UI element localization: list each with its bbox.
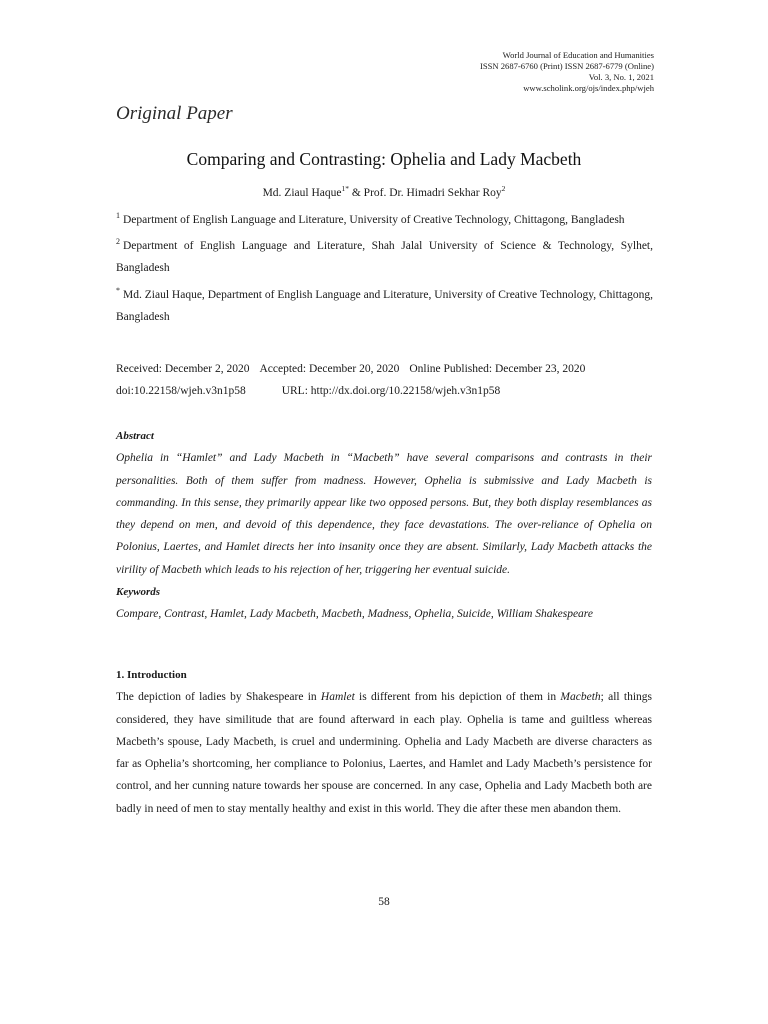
- keywords-heading: Keywords: [116, 586, 160, 599]
- intro-play-title: Macbeth: [560, 691, 601, 704]
- paper-title: Comparing and Contrasting: Ophelia and Lady Macbeth: [186, 149, 582, 169]
- received-date: Received: December 2, 2020: [116, 363, 250, 375]
- abstract-section: [116, 425, 652, 626]
- introduction-heading: 1. Introduction: [116, 669, 187, 681]
- intro-text-part: The depiction of ladies by Shakespeare in: [116, 691, 321, 704]
- journal-volume: Vol. 3, No. 1, 2021: [588, 72, 654, 82]
- journal-issn: ISSN 2687-6760 (Print) ISSN 2687-6779 (Online): [479, 61, 654, 71]
- affiliation-corresponding: [116, 280, 653, 328]
- affiliation-marker: *: [116, 285, 120, 295]
- published-date: Online Published: December 23, 2020: [409, 363, 586, 375]
- journal-name: World Journal of Education and Humanities: [502, 50, 654, 60]
- author-line: [0, 184, 768, 199]
- paper-type: Original Paper: [116, 103, 233, 124]
- intro-text-part: ; all things considered, they have similitude that are found afterward in each play. Ophelia is tame and guiltless whereas Macbeth’s spouse, Lady Macbeth, is cruel and undermining. Ophelia and Lady Macbeth are diverse characters as far as Ophelia’s shortcoming, her compliance to Polonius, Laertes, and Hamlet and Lady Macbeth’s persistence for control, and her cunning nature towards her spouse are concerned. In any case, Ophelia and Lady Macbeth both are badly in need of men to stay mentally healthy and exist in this world. They die after these men abandon them.: [116, 691, 652, 815]
- introduction-section: [116, 664, 652, 820]
- affiliation-1: [116, 205, 653, 231]
- affiliations: [116, 205, 653, 328]
- doi-line: [116, 380, 585, 402]
- affiliation-2: [116, 231, 653, 279]
- accepted-date: Accepted: December 20, 2020: [259, 363, 400, 375]
- author-1-marker: 1*: [341, 184, 349, 193]
- affiliation-marker: 2: [116, 237, 120, 247]
- affiliation-text: Department of English Language and Literature, University of Creative Technology, Chittagong, Bangladesh: [123, 213, 625, 226]
- affiliation-marker: 1: [116, 211, 120, 220]
- doi-text: doi:10.22158/wjeh.v3n1p58: [116, 385, 246, 397]
- abstract-heading: Abstract: [116, 430, 154, 442]
- intro-text-part: is different from his depiction of them in: [354, 691, 561, 704]
- journal-url: www.scholink.org/ojs/index.php/wjeh: [523, 83, 654, 93]
- abstract-text: Ophelia in “Hamlet” and Lady Macbeth in “Macbeth” have several comparisons and contrasts in their personalities. Both of them suffer from madness. However, Ophelia is submissive and Lady Macbeth is commanding. In this sense, they primarily appear like two opposed persons. But, they both display resemblances as they depend on men, and devoid of this dependence, they face devastations. The over-reliance of Ophelia on Polonius, Laertes, and Hamlet directs her into insanity once they are absent. Similarly, Lady Macbeth attacks the virility of Macbeth which leads to his rejection of her, triggering her eventual suicide.: [116, 452, 652, 576]
- journal-header: [480, 50, 654, 94]
- intro-play-title: Hamlet: [320, 691, 355, 704]
- page-number: 58: [378, 896, 390, 908]
- affiliation-text: Md. Ziaul Haque, Department of English Language and Literature, University of Creative Technology, Chittagong, Bangladesh: [116, 288, 653, 323]
- author-2-marker: 2: [501, 184, 506, 193]
- dates-line: [116, 358, 585, 380]
- doi-url-link[interactable]: URL: http://dx.doi.org/10.22158/wjeh.v3n1p58: [281, 385, 501, 397]
- introduction-text: [116, 686, 652, 820]
- author-1: Md. Ziaul Haque: [262, 186, 342, 199]
- publication-dates: [116, 358, 585, 402]
- keywords-text: Compare, Contrast, Hamlet, Lady Macbeth, Macbeth, Madness, Ophelia, Suicide, William Shakespeare: [116, 608, 593, 621]
- author-separator: &: [348, 186, 364, 199]
- affiliation-text: Department of English Language and Literature, Shah Jalal University of Science & Technology, Sylhet, Bangladesh: [116, 239, 653, 275]
- author-2: Prof. Dr. Himadri Sekhar Roy: [363, 186, 502, 199]
